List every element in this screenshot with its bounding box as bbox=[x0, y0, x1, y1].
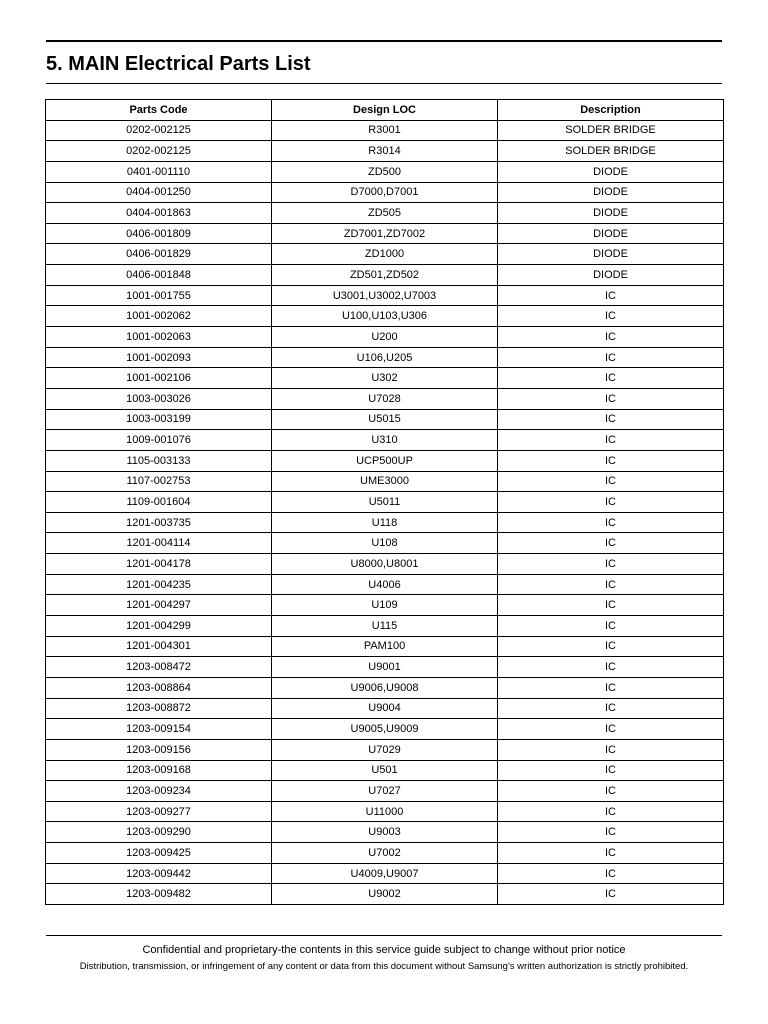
cell-design-loc: U9002 bbox=[272, 884, 498, 905]
cell-parts-code: 1203-009482 bbox=[46, 884, 272, 905]
table-row bbox=[46, 141, 724, 162]
cell-design-loc: U7027 bbox=[272, 781, 498, 802]
table-row bbox=[46, 595, 724, 616]
cell-parts-code: 1201-004297 bbox=[46, 595, 272, 616]
title-rule bbox=[46, 83, 722, 84]
cell-parts-code: 1201-003735 bbox=[46, 512, 272, 533]
cell-design-loc: U118 bbox=[272, 512, 498, 533]
cell-parts-code: 0202-002125 bbox=[46, 120, 272, 141]
cell-parts-code: 1203-009290 bbox=[46, 822, 272, 843]
cell-design-loc: U3001,U3002,U7003 bbox=[272, 285, 498, 306]
cell-description: IC bbox=[498, 843, 724, 864]
table-row bbox=[46, 822, 724, 843]
cell-description: DIODE bbox=[498, 223, 724, 244]
cell-description: IC bbox=[498, 863, 724, 884]
cell-parts-code: 1203-009156 bbox=[46, 739, 272, 760]
table-row bbox=[46, 368, 724, 389]
table-row bbox=[46, 554, 724, 575]
cell-parts-code: 1203-008872 bbox=[46, 698, 272, 719]
cell-description: IC bbox=[498, 781, 724, 802]
cell-parts-code: 1003-003026 bbox=[46, 388, 272, 409]
cell-design-loc: U8000,U8001 bbox=[272, 554, 498, 575]
cell-design-loc: ZD1000 bbox=[272, 244, 498, 265]
cell-design-loc: U501 bbox=[272, 760, 498, 781]
cell-description: IC bbox=[498, 698, 724, 719]
cell-description: IC bbox=[498, 512, 724, 533]
cell-design-loc: U200 bbox=[272, 327, 498, 348]
cell-parts-code: 1201-004299 bbox=[46, 616, 272, 637]
cell-description: IC bbox=[498, 409, 724, 430]
table-row bbox=[46, 636, 724, 657]
table-row bbox=[46, 120, 724, 141]
cell-parts-code: 1001-002062 bbox=[46, 306, 272, 327]
cell-parts-code: 1203-009168 bbox=[46, 760, 272, 781]
footer-notice: Confidential and proprietary-the contents in this service guide subject to change without prior notice bbox=[142, 944, 626, 956]
cell-description: IC bbox=[498, 450, 724, 471]
top-rule bbox=[46, 40, 722, 42]
cell-description: IC bbox=[498, 657, 724, 678]
header-design-loc: Design LOC bbox=[272, 100, 498, 121]
cell-description: IC bbox=[498, 801, 724, 822]
cell-parts-code: 1201-004178 bbox=[46, 554, 272, 575]
table-row bbox=[46, 512, 724, 533]
table-row bbox=[46, 388, 724, 409]
cell-description: IC bbox=[498, 533, 724, 554]
table-row bbox=[46, 863, 724, 884]
cell-parts-code: 1203-009234 bbox=[46, 781, 272, 802]
cell-description: SOLDER BRIDGE bbox=[498, 141, 724, 162]
cell-description: IC bbox=[498, 347, 724, 368]
table-row bbox=[46, 306, 724, 327]
table-row bbox=[46, 203, 724, 224]
cell-design-loc: U5015 bbox=[272, 409, 498, 430]
cell-parts-code: 1009-001076 bbox=[46, 430, 272, 451]
cell-parts-code: 1001-002063 bbox=[46, 327, 272, 348]
cell-parts-code: 0404-001250 bbox=[46, 182, 272, 203]
table-row bbox=[46, 182, 724, 203]
cell-design-loc: ZD501,ZD502 bbox=[272, 265, 498, 286]
cell-description: IC bbox=[498, 471, 724, 492]
cell-description: DIODE bbox=[498, 265, 724, 286]
cell-description: IC bbox=[498, 884, 724, 905]
cell-design-loc: U115 bbox=[272, 616, 498, 637]
table-row bbox=[46, 265, 724, 286]
cell-design-loc: U9006,U9008 bbox=[272, 677, 498, 698]
cell-design-loc: U9004 bbox=[272, 698, 498, 719]
cell-design-loc: ZD505 bbox=[272, 203, 498, 224]
cell-description: IC bbox=[498, 306, 724, 327]
cell-description: IC bbox=[498, 719, 724, 740]
cell-description: IC bbox=[498, 285, 724, 306]
table-row bbox=[46, 781, 724, 802]
table-row bbox=[46, 657, 724, 678]
table-row bbox=[46, 677, 724, 698]
cell-description: DIODE bbox=[498, 182, 724, 203]
cell-parts-code: 1107-002753 bbox=[46, 471, 272, 492]
cell-parts-code: 1109-001604 bbox=[46, 492, 272, 513]
cell-parts-code: 1203-009425 bbox=[46, 843, 272, 864]
cell-description: DIODE bbox=[498, 161, 724, 182]
cell-description: IC bbox=[498, 368, 724, 389]
table-row bbox=[46, 698, 724, 719]
header-description: Description bbox=[498, 100, 724, 121]
cell-parts-code: 1001-002106 bbox=[46, 368, 272, 389]
cell-parts-code: 0406-001829 bbox=[46, 244, 272, 265]
cell-design-loc: U302 bbox=[272, 368, 498, 389]
cell-design-loc: U310 bbox=[272, 430, 498, 451]
header-parts-code: Parts Code bbox=[46, 100, 272, 121]
cell-design-loc: U7029 bbox=[272, 739, 498, 760]
table-row bbox=[46, 843, 724, 864]
cell-design-loc: R3014 bbox=[272, 141, 498, 162]
table-row bbox=[46, 574, 724, 595]
table-header-row bbox=[46, 100, 724, 121]
table-row bbox=[46, 801, 724, 822]
cell-description: IC bbox=[498, 595, 724, 616]
cell-design-loc: U9003 bbox=[272, 822, 498, 843]
cell-design-loc: U108 bbox=[272, 533, 498, 554]
table-row bbox=[46, 161, 724, 182]
cell-design-loc: UME3000 bbox=[272, 471, 498, 492]
table-row bbox=[46, 450, 724, 471]
page-title: 5. MAIN Electrical Parts List bbox=[46, 53, 311, 75]
cell-parts-code: 1201-004301 bbox=[46, 636, 272, 657]
cell-description: IC bbox=[498, 739, 724, 760]
table-row bbox=[46, 884, 724, 905]
cell-description: IC bbox=[498, 822, 724, 843]
cell-description: IC bbox=[498, 430, 724, 451]
cell-parts-code: 0406-001848 bbox=[46, 265, 272, 286]
cell-parts-code: 1105-003133 bbox=[46, 450, 272, 471]
cell-parts-code: 1203-009277 bbox=[46, 801, 272, 822]
cell-description: IC bbox=[498, 388, 724, 409]
cell-parts-code: 0406-001809 bbox=[46, 223, 272, 244]
cell-parts-code: 1203-008864 bbox=[46, 677, 272, 698]
cell-design-loc: U4009,U9007 bbox=[272, 863, 498, 884]
table-row bbox=[46, 719, 724, 740]
footer-copyright: Distribution, transmission, or infringement of any content or data from this document without Samsung's written authorization is strictly prohibited. bbox=[79, 961, 689, 972]
parts-table bbox=[45, 99, 724, 905]
cell-description: IC bbox=[498, 677, 724, 698]
table-row bbox=[46, 533, 724, 554]
cell-design-loc: U7028 bbox=[272, 388, 498, 409]
cell-description: DIODE bbox=[498, 244, 724, 265]
table-row bbox=[46, 244, 724, 265]
cell-design-loc: ZD7001,ZD7002 bbox=[272, 223, 498, 244]
cell-parts-code: 1203-008472 bbox=[46, 657, 272, 678]
cell-design-loc: U100,U103,U306 bbox=[272, 306, 498, 327]
cell-design-loc: UCP500UP bbox=[272, 450, 498, 471]
cell-description: SOLDER BRIDGE bbox=[498, 120, 724, 141]
table-row bbox=[46, 492, 724, 513]
cell-parts-code: 1001-002093 bbox=[46, 347, 272, 368]
cell-description: IC bbox=[498, 616, 724, 637]
cell-description: IC bbox=[498, 554, 724, 575]
cell-parts-code: 0404-001863 bbox=[46, 203, 272, 224]
cell-design-loc: ZD500 bbox=[272, 161, 498, 182]
cell-design-loc: U109 bbox=[272, 595, 498, 616]
table-row bbox=[46, 223, 724, 244]
cell-parts-code: 1001-001755 bbox=[46, 285, 272, 306]
cell-design-loc: U11000 bbox=[272, 801, 498, 822]
table-row bbox=[46, 430, 724, 451]
cell-parts-code: 1203-009154 bbox=[46, 719, 272, 740]
cell-parts-code: 1201-004114 bbox=[46, 533, 272, 554]
cell-design-loc: U106,U205 bbox=[272, 347, 498, 368]
cell-description: IC bbox=[498, 574, 724, 595]
table-row bbox=[46, 327, 724, 348]
cell-description: DIODE bbox=[498, 203, 724, 224]
table-row bbox=[46, 616, 724, 637]
footer-rule bbox=[46, 935, 722, 936]
cell-parts-code: 0202-002125 bbox=[46, 141, 272, 162]
cell-design-loc: U9001 bbox=[272, 657, 498, 678]
cell-parts-code: 1201-004235 bbox=[46, 574, 272, 595]
cell-design-loc: D7000,D7001 bbox=[272, 182, 498, 203]
cell-parts-code: 1003-003199 bbox=[46, 409, 272, 430]
table-row bbox=[46, 409, 724, 430]
cell-design-loc: U7002 bbox=[272, 843, 498, 864]
cell-design-loc: PAM100 bbox=[272, 636, 498, 657]
table-row bbox=[46, 285, 724, 306]
table-row bbox=[46, 347, 724, 368]
cell-description: IC bbox=[498, 636, 724, 657]
cell-design-loc: U4006 bbox=[272, 574, 498, 595]
cell-design-loc: R3001 bbox=[272, 120, 498, 141]
cell-design-loc: U9005,U9009 bbox=[272, 719, 498, 740]
cell-parts-code: 1203-009442 bbox=[46, 863, 272, 884]
table-row bbox=[46, 739, 724, 760]
table-row bbox=[46, 471, 724, 492]
cell-design-loc: U5011 bbox=[272, 492, 498, 513]
table-body bbox=[46, 120, 724, 904]
cell-description: IC bbox=[498, 760, 724, 781]
table-row bbox=[46, 760, 724, 781]
cell-description: IC bbox=[498, 327, 724, 348]
cell-parts-code: 0401-001110 bbox=[46, 161, 272, 182]
cell-description: IC bbox=[498, 492, 724, 513]
